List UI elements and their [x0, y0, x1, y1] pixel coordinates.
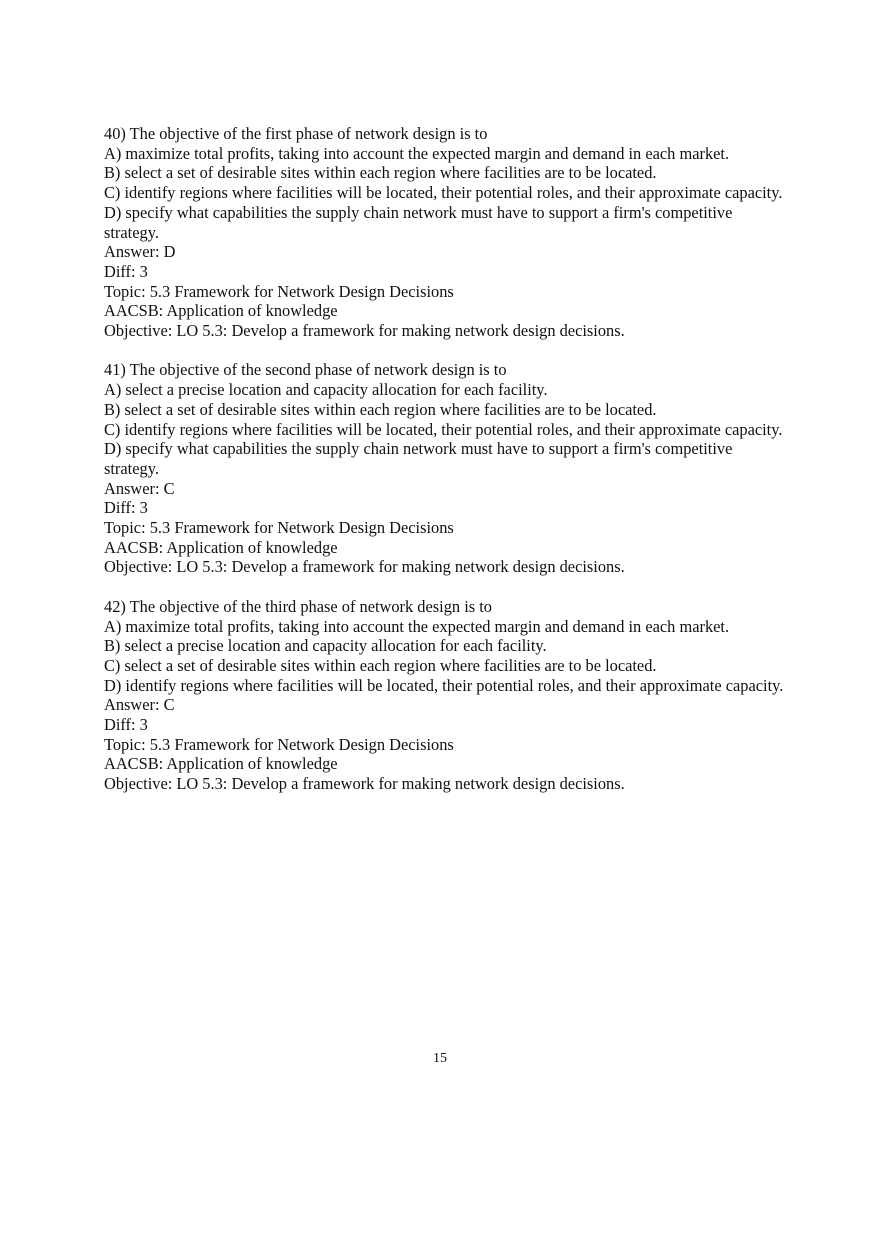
option-d: D) specify what capabilities the supply chain network must have to support a firm's competitive strategy.	[104, 202, 733, 242]
answer: Answer: D	[104, 242, 176, 262]
question-stem: 42) The objective of the third phase of network design is to	[104, 596, 492, 616]
topic: Topic: 5.3 Framework for Network Design Decisions	[104, 518, 454, 538]
option-b: B) select a precise location and capacity allocation for each facility.	[104, 636, 547, 656]
page-number: 15	[433, 1051, 447, 1066]
objective: Objective: LO 5.3: Develop a framework for making network design decisions.	[104, 774, 625, 794]
question-list	[104, 124, 784, 814]
answer: Answer: C	[104, 695, 175, 715]
option-d: D) identify regions where facilities will be located, their potential roles, and their approximate capacity.	[104, 675, 784, 695]
aacsb: AACSB: Application of knowledge	[104, 754, 338, 774]
difficulty: Diff: 3	[104, 498, 148, 518]
option-c: C) identify regions where facilities will be located, their potential roles, and their approximate capacity.	[104, 183, 783, 203]
question-40	[104, 124, 784, 341]
option-a: A) maximize total profits, taking into account the expected margin and demand in each market.	[104, 143, 730, 163]
topic: Topic: 5.3 Framework for Network Design Decisions	[104, 734, 454, 754]
difficulty: Diff: 3	[104, 715, 148, 735]
question-41	[104, 360, 784, 577]
objective: Objective: LO 5.3: Develop a framework for making network design decisions.	[104, 557, 625, 577]
difficulty: Diff: 3	[104, 261, 148, 281]
topic: Topic: 5.3 Framework for Network Design Decisions	[104, 281, 454, 301]
question-42	[104, 597, 784, 794]
option-a: A) select a precise location and capacity allocation for each facility.	[104, 380, 548, 400]
aacsb: AACSB: Application of knowledge	[104, 301, 338, 321]
option-a: A) maximize total profits, taking into account the expected margin and demand in each market.	[104, 616, 730, 636]
aacsb: AACSB: Application of knowledge	[104, 537, 338, 557]
question-stem: 41) The objective of the second phase of network design is to	[104, 360, 507, 380]
objective: Objective: LO 5.3: Develop a framework for making network design decisions.	[104, 321, 625, 341]
option-c: C) select a set of desirable sites within each region where facilities are to be located.	[104, 655, 657, 675]
answer: Answer: C	[104, 478, 175, 498]
option-d: D) specify what capabilities the supply chain network must have to support a firm's competitive strategy.	[104, 439, 733, 478]
option-c: C) identify regions where facilities will be located, their potential roles, and their approximate capacity.	[104, 419, 783, 439]
option-b: B) select a set of desirable sites within each region where facilities are to be located.	[104, 163, 657, 183]
option-b: B) select a set of desirable sites within each region where facilities are to be located.	[104, 399, 657, 419]
question-stem: 40) The objective of the first phase of network design is to	[104, 124, 488, 143]
